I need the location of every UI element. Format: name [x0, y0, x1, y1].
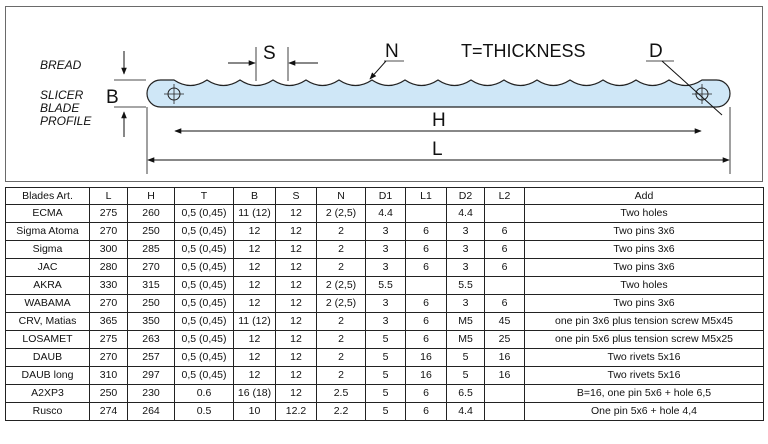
- table-cell: 0,5 (0,45): [175, 295, 234, 313]
- table-row: [6, 385, 764, 403]
- table-cell: 300: [90, 241, 128, 259]
- table-cell: 5.5: [447, 277, 485, 295]
- table-cell: [406, 205, 447, 223]
- table-cell: Sigma Atoma: [6, 223, 90, 241]
- table-cell: 16: [485, 349, 525, 367]
- table-cell: [485, 403, 525, 421]
- table-cell: 5: [366, 331, 406, 349]
- table-cell: 12: [276, 349, 317, 367]
- table-cell: 12: [276, 367, 317, 385]
- table-cell: 4.4: [447, 403, 485, 421]
- table-cell: 275: [90, 331, 128, 349]
- table-cell: ECMA: [6, 205, 90, 223]
- table-cell: 3: [447, 223, 485, 241]
- table-cell: 12: [276, 277, 317, 295]
- table-row: [6, 205, 764, 223]
- table-cell: 5: [447, 349, 485, 367]
- table-cell: 2: [317, 313, 366, 331]
- table-cell: 12: [276, 385, 317, 403]
- dimension-b-label: B: [106, 87, 119, 108]
- blade-spec-table: [5, 187, 764, 421]
- table-cell: 11 (12): [234, 313, 276, 331]
- table-cell: A2XP3: [6, 385, 90, 403]
- table-cell: 12: [234, 331, 276, 349]
- table-cell: 12: [276, 295, 317, 313]
- table-cell: 350: [128, 313, 175, 331]
- table-cell: 12: [276, 259, 317, 277]
- table-cell: Two rivets 5x16: [525, 367, 764, 385]
- table-cell: 6: [406, 259, 447, 277]
- table-cell: 3: [366, 259, 406, 277]
- table-cell: 5: [366, 367, 406, 385]
- table-cell: 274: [90, 403, 128, 421]
- table-row: [6, 277, 764, 295]
- table-cell: 263: [128, 331, 175, 349]
- profile-label-profile: PROFILE: [40, 114, 92, 128]
- table-cell: 330: [90, 277, 128, 295]
- table-cell: [406, 277, 447, 295]
- table-cell: Two pins 3x6: [525, 259, 764, 277]
- thickness-note: T=THICKNESS: [461, 41, 586, 61]
- table-cell: 16: [406, 349, 447, 367]
- table-cell: 0,5 (0,45): [175, 349, 234, 367]
- table-cell: 5.5: [366, 277, 406, 295]
- table-cell: 250: [90, 385, 128, 403]
- table-cell: 4.4: [447, 205, 485, 223]
- column-header: Add: [525, 188, 764, 205]
- blade-outline: [147, 80, 730, 107]
- dimension-n-leader: [370, 61, 404, 79]
- table-cell: 3: [366, 223, 406, 241]
- table-cell: Two pins 3x6: [525, 241, 764, 259]
- table-cell: 12: [234, 277, 276, 295]
- table-cell: M5: [447, 331, 485, 349]
- dimension-n-label: N: [385, 41, 399, 62]
- table-cell: 3: [366, 241, 406, 259]
- table-row: [6, 223, 764, 241]
- table-cell: 250: [128, 223, 175, 241]
- profile-label-blade: BLADE: [40, 101, 80, 115]
- column-header: T: [175, 188, 234, 205]
- table-cell: 2: [317, 259, 366, 277]
- table-cell: 12: [234, 259, 276, 277]
- table-cell: 6: [406, 241, 447, 259]
- table-cell: 2 (2,5): [317, 277, 366, 295]
- table-cell: 6: [406, 403, 447, 421]
- table-cell: 10: [234, 403, 276, 421]
- table-cell: 270: [90, 223, 128, 241]
- table-cell: 257: [128, 349, 175, 367]
- table-cell: WABAMA: [6, 295, 90, 313]
- table-cell: LOSAMET: [6, 331, 90, 349]
- table-cell: Rusco: [6, 403, 90, 421]
- table-cell: 12: [234, 295, 276, 313]
- table-cell: Two rivets 5x16: [525, 349, 764, 367]
- table-cell: 5: [366, 349, 406, 367]
- table-cell: 297: [128, 367, 175, 385]
- table-cell: Two holes: [525, 205, 764, 223]
- column-header: L: [90, 188, 128, 205]
- table-header-row: [6, 188, 764, 205]
- dimension-b-arrows: [114, 51, 146, 137]
- table-cell: [485, 205, 525, 223]
- column-header: B: [234, 188, 276, 205]
- table-cell: Two pins 3x6: [525, 295, 764, 313]
- table-cell: 2.2: [317, 403, 366, 421]
- table-cell: 280: [90, 259, 128, 277]
- table-cell: 0,5 (0,45): [175, 313, 234, 331]
- profile-label-bread: BREAD: [40, 58, 82, 72]
- table-cell: 0.5: [175, 403, 234, 421]
- table-cell: 2: [317, 331, 366, 349]
- column-header: N: [317, 188, 366, 205]
- table-cell: 6: [406, 223, 447, 241]
- table-cell: DAUB: [6, 349, 90, 367]
- table-cell: 0,5 (0,45): [175, 331, 234, 349]
- table-cell: 2: [317, 367, 366, 385]
- table-cell: 3: [447, 259, 485, 277]
- table-cell: 2 (2,5): [317, 205, 366, 223]
- profile-label-slicer: SLICER: [40, 88, 84, 102]
- table-cell: 0,5 (0,45): [175, 277, 234, 295]
- table-cell: Two holes: [525, 277, 764, 295]
- table-cell: 6: [485, 259, 525, 277]
- column-header: Blades Art.: [6, 188, 90, 205]
- table-cell: 270: [128, 259, 175, 277]
- table-cell: 6: [485, 223, 525, 241]
- table-cell: 250: [128, 295, 175, 313]
- column-header: D2: [447, 188, 485, 205]
- table-cell: One pin 5x6 + hole 4,4: [525, 403, 764, 421]
- table-cell: 16 (18): [234, 385, 276, 403]
- table-cell: 275: [90, 205, 128, 223]
- table-cell: 285: [128, 241, 175, 259]
- table-cell: 0.6: [175, 385, 234, 403]
- table-cell: M5: [447, 313, 485, 331]
- table-cell: 45: [485, 313, 525, 331]
- table-cell: 11 (12): [234, 205, 276, 223]
- table-cell: JAC: [6, 259, 90, 277]
- table-cell: 2: [317, 241, 366, 259]
- dimension-l-label: L: [432, 139, 443, 160]
- table-cell: 310: [90, 367, 128, 385]
- table-cell: Two pins 3x6: [525, 223, 764, 241]
- table-cell: 6.5: [447, 385, 485, 403]
- table-cell: 12: [234, 223, 276, 241]
- table-row: [6, 331, 764, 349]
- column-header: L2: [485, 188, 525, 205]
- dimension-s-label: S: [263, 43, 276, 64]
- table-cell: 0,5 (0,45): [175, 241, 234, 259]
- column-header: D1: [366, 188, 406, 205]
- table-cell: 12: [276, 313, 317, 331]
- dimension-d-label: D: [649, 41, 663, 62]
- table-cell: 12: [276, 241, 317, 259]
- table-cell: 0,5 (0,45): [175, 259, 234, 277]
- table-cell: [485, 385, 525, 403]
- table-cell: 2: [317, 349, 366, 367]
- table-row: [6, 295, 764, 313]
- table-row: [6, 259, 764, 277]
- table-row: [6, 349, 764, 367]
- column-header: L1: [406, 188, 447, 205]
- table-cell: 4.4: [366, 205, 406, 223]
- table-row: [6, 313, 764, 331]
- table-cell: one pin 3x6 plus tension screw M5x45: [525, 313, 764, 331]
- table-cell: B=16, one pin 5x6 + hole 6,5: [525, 385, 764, 403]
- table-cell: 12.2: [276, 403, 317, 421]
- table-cell: 6: [406, 313, 447, 331]
- table-cell: 6: [485, 295, 525, 313]
- table-cell: 365: [90, 313, 128, 331]
- table-cell: 6: [485, 241, 525, 259]
- table-cell: 5: [366, 403, 406, 421]
- table-cell: 6: [406, 385, 447, 403]
- table-cell: 3: [447, 241, 485, 259]
- table-cell: 3: [366, 313, 406, 331]
- table-cell: DAUB long: [6, 367, 90, 385]
- dimension-h-label: H: [432, 110, 446, 131]
- table-cell: 12: [234, 241, 276, 259]
- table-cell: 5: [447, 367, 485, 385]
- table-cell: 270: [90, 349, 128, 367]
- column-header: S: [276, 188, 317, 205]
- table-cell: 5: [366, 385, 406, 403]
- table-cell: 16: [485, 367, 525, 385]
- table-cell: 264: [128, 403, 175, 421]
- table-cell: 3: [447, 295, 485, 313]
- table-cell: 16: [406, 367, 447, 385]
- table-cell: [485, 277, 525, 295]
- table-cell: 3: [366, 295, 406, 313]
- table-cell: 25: [485, 331, 525, 349]
- table-cell: 12: [276, 205, 317, 223]
- table-cell: Sigma: [6, 241, 90, 259]
- table-cell: 0,5 (0,45): [175, 367, 234, 385]
- table-cell: 6: [406, 331, 447, 349]
- table-cell: 0,5 (0,45): [175, 205, 234, 223]
- table-cell: 0,5 (0,45): [175, 223, 234, 241]
- table-cell: 230: [128, 385, 175, 403]
- table-row: [6, 367, 764, 385]
- table-cell: one pin 5x6 plus tension screw M5x25: [525, 331, 764, 349]
- table-row: [6, 241, 764, 259]
- table-cell: 12: [276, 223, 317, 241]
- table-cell: 12: [234, 349, 276, 367]
- table-cell: 260: [128, 205, 175, 223]
- table-cell: 2 (2,5): [317, 295, 366, 313]
- blade-profile-diagram-frame: [5, 6, 763, 182]
- table-cell: 2.5: [317, 385, 366, 403]
- blade-diagram-svg: [6, 7, 762, 181]
- table-row: [6, 403, 764, 421]
- table-cell: CRV, Matias: [6, 313, 90, 331]
- table-cell: 315: [128, 277, 175, 295]
- table-cell: 270: [90, 295, 128, 313]
- table-cell: AKRA: [6, 277, 90, 295]
- table-cell: 6: [406, 295, 447, 313]
- table-cell: 12: [276, 331, 317, 349]
- table-cell: 12: [234, 367, 276, 385]
- table-cell: 2: [317, 223, 366, 241]
- column-header: H: [128, 188, 175, 205]
